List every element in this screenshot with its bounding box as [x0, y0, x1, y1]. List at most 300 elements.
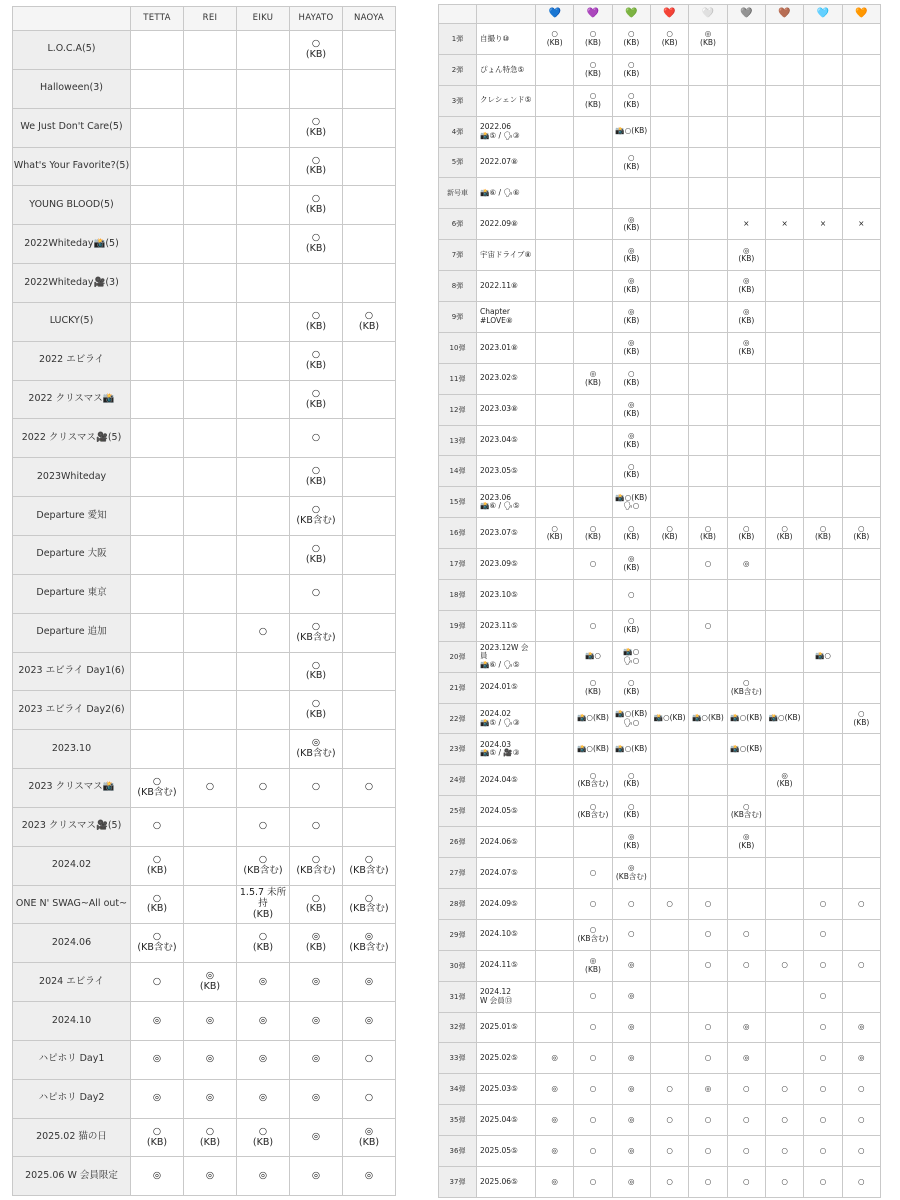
release-number: 8弾: [439, 271, 477, 302]
status-cell: [574, 54, 612, 85]
status-mark: ○: [589, 620, 597, 630]
status-mark: ○: [258, 626, 268, 638]
status-mark: ○ (KB含む): [296, 620, 336, 643]
table-row: [439, 147, 881, 178]
status-mark: ◎ (KB): [305, 931, 327, 954]
status-mark: ○ (KB): [585, 60, 601, 78]
status-cell: [574, 796, 612, 827]
status-cell: [343, 574, 396, 613]
release-label-text: 2023.12W 会員 📸⑥ / 🗣⑤: [480, 642, 529, 670]
table-row: [439, 24, 881, 55]
status-cell: [765, 703, 803, 734]
table-row: [13, 31, 396, 70]
status-cell: [804, 981, 842, 1012]
status-cell: [612, 672, 650, 703]
event-label: We Just Don't Care(5): [13, 108, 131, 147]
status-cell: [612, 549, 650, 580]
release-number: 18弾: [439, 580, 477, 611]
release-label-text: 2024.03 📸⑤ / 🎥③: [480, 739, 520, 758]
status-cell: [727, 394, 765, 425]
status-cell: [804, 734, 842, 765]
status-cell: [765, 332, 803, 363]
release-label: [477, 1043, 536, 1074]
status-mark: ○ (KB): [305, 542, 327, 565]
status-cell: [842, 1166, 880, 1197]
status-cell: [765, 209, 803, 240]
status-cell: [343, 264, 396, 303]
status-cell: [689, 888, 727, 919]
status-mark: ○ (KB): [661, 29, 678, 47]
status-cell: [131, 613, 184, 652]
status-cell: [131, 652, 184, 691]
release-number: 14弾: [439, 456, 477, 487]
status-mark: ◎ (KB): [776, 770, 793, 789]
status-mark: ◎: [205, 1014, 215, 1026]
release-label-text: 自撮り⑩: [480, 33, 510, 43]
status-cell: [184, 186, 237, 225]
status-mark: ◎ (KB): [738, 307, 755, 325]
status-cell: [131, 691, 184, 730]
status-mark: ○ (KB含む): [730, 678, 762, 696]
status-cell: [290, 147, 343, 186]
status-cell: [536, 332, 574, 363]
status-cell: [689, 240, 727, 271]
status-cell: [237, 31, 290, 70]
table-row: [439, 85, 881, 116]
status-cell: [184, 807, 237, 846]
table-row: [439, 209, 881, 240]
release-number: 20弾: [439, 641, 477, 672]
status-cell: [804, 487, 842, 518]
status-cell: [574, 24, 612, 55]
release-label-text: 2024.04⑤: [480, 775, 518, 784]
event-label: 2023Whiteday: [13, 458, 131, 497]
status-mark: ○: [589, 1022, 597, 1032]
status-cell: [612, 394, 650, 425]
release-number: 35弾: [439, 1105, 477, 1136]
status-cell: [842, 641, 880, 672]
status-cell: [727, 147, 765, 178]
status-cell: [131, 574, 184, 613]
member-header-cell: REI: [184, 7, 237, 31]
status-mark: ◎: [311, 1131, 321, 1143]
status-cell: [842, 394, 880, 425]
status-mark: ○: [589, 867, 597, 877]
status-mark: 📸○(KB): [768, 713, 801, 723]
status-mark: ◎: [311, 1053, 321, 1065]
release-label-text: 2024.11⑤: [480, 960, 518, 970]
status-mark: ○ (KB): [305, 698, 327, 721]
status-cell: [804, 610, 842, 641]
table-row: [439, 1136, 881, 1167]
status-cell: [765, 85, 803, 116]
release-number: 16弾: [439, 518, 477, 549]
status-mark: ○ (KB含む): [577, 801, 609, 820]
status-mark: ○ (KB): [700, 523, 716, 542]
status-mark: ◎: [152, 1169, 162, 1181]
status-cell: [290, 769, 343, 808]
status-cell: [804, 1105, 842, 1136]
status-mark: ○: [628, 929, 635, 939]
status-cell: [131, 1118, 184, 1157]
status-cell: [650, 580, 688, 611]
status-mark: ◎: [858, 1053, 865, 1063]
event-label: Departure 東京: [13, 574, 131, 613]
status-mark: 📸○ 🗣○: [623, 647, 640, 665]
status-mark: ◎ (KB): [623, 245, 640, 264]
status-mark: 📸○(KB): [653, 713, 686, 723]
status-cell: [765, 24, 803, 55]
table-row: [13, 846, 396, 885]
status-mark: ◎: [258, 975, 268, 987]
status-mark: ○ (KB): [146, 853, 168, 876]
status-mark: ○ (KB): [146, 892, 168, 915]
status-mark: ○ (KB): [623, 60, 640, 78]
status-cell: [689, 271, 727, 302]
status-mark: ○: [311, 820, 321, 832]
status-mark: ○: [819, 991, 827, 1001]
status-cell: [290, 380, 343, 419]
status-mark: ○: [589, 1176, 597, 1186]
status-cell: [574, 394, 612, 425]
status-cell: [131, 807, 184, 846]
release-number: 11弾: [439, 363, 477, 394]
status-cell: [612, 178, 650, 209]
status-mark: ○: [258, 820, 268, 832]
status-cell: [290, 1040, 343, 1079]
status-cell: [536, 580, 574, 611]
status-cell: [842, 1074, 880, 1105]
status-cell: [727, 54, 765, 85]
heart-header-cell: [765, 5, 803, 24]
status-cell: [650, 827, 688, 858]
status-mark: ◎ (KB): [623, 400, 640, 418]
status-mark: ○ (KB): [252, 931, 274, 954]
status-mark: ○: [858, 1083, 865, 1093]
status-mark: ○ (KB含む): [730, 801, 762, 820]
status-mark: ○: [819, 929, 827, 939]
status-cell: [237, 574, 290, 613]
status-cell: [765, 981, 803, 1012]
status-cell: [184, 1079, 237, 1118]
left-table-header: [13, 7, 396, 31]
status-mark: ◎: [704, 1083, 712, 1093]
status-cell: [842, 85, 880, 116]
status-mark: ○: [743, 929, 750, 939]
release-label-text: 2025.04⑤: [480, 1114, 518, 1124]
status-cell: [842, 363, 880, 394]
table-row: [439, 363, 881, 394]
release-label: [477, 1012, 536, 1043]
release-number: 30弾: [439, 950, 477, 981]
status-cell: [574, 1166, 612, 1197]
release-label-text: 2023.11⑤: [480, 620, 518, 630]
status-cell: [727, 24, 765, 55]
status-mark: ○ (KB): [252, 1125, 274, 1148]
status-cell: [727, 487, 765, 518]
status-cell: [536, 672, 574, 703]
status-cell: [536, 950, 574, 981]
status-mark: ○ (KB): [623, 369, 640, 387]
status-cell: [343, 186, 396, 225]
status-cell: [574, 765, 612, 796]
status-mark: ◎ (KB): [738, 245, 755, 264]
release-number: 10弾: [439, 332, 477, 363]
heart-header-cell: [574, 5, 612, 24]
event-label: Departure 追加: [13, 613, 131, 652]
release-label: [477, 1136, 536, 1167]
status-cell: [612, 703, 650, 734]
status-cell: [804, 456, 842, 487]
status-mark: ◎: [628, 1053, 635, 1063]
status-cell: [689, 487, 727, 518]
status-cell: [290, 225, 343, 264]
status-cell: [574, 981, 612, 1012]
status-cell: [237, 846, 290, 885]
status-cell: [574, 456, 612, 487]
status-cell: [290, 341, 343, 380]
status-mark: ○: [704, 1022, 712, 1032]
status-cell: [612, 950, 650, 981]
status-cell: [842, 672, 880, 703]
status-cell: [689, 796, 727, 827]
status-cell: [343, 535, 396, 574]
release-number: 22弾: [439, 703, 477, 734]
release-label: [477, 178, 536, 209]
status-mark: ○: [589, 898, 597, 908]
status-mark: ◎: [628, 1022, 635, 1032]
status-mark: ○ (KB): [623, 152, 640, 171]
status-cell: [689, 703, 727, 734]
status-cell: [727, 1074, 765, 1105]
status-mark: ◎ (KB含む): [615, 863, 647, 881]
heart-icon: 🤎: [778, 7, 791, 19]
status-cell: [612, 240, 650, 271]
heart-icon: 🩶: [740, 7, 753, 19]
table-row: [439, 703, 881, 734]
release-label: [477, 981, 536, 1012]
table-row: [439, 610, 881, 641]
release-number: 17弾: [439, 549, 477, 580]
release-label: [477, 302, 536, 333]
status-mark: ○: [666, 1114, 673, 1124]
status-mark: ○ (KB): [305, 154, 327, 177]
status-cell: [343, 31, 396, 70]
release-label: [477, 1105, 536, 1136]
status-cell: [804, 363, 842, 394]
status-cell: [689, 302, 727, 333]
status-mark: ◎ (KB): [623, 832, 640, 851]
status-cell: [650, 332, 688, 363]
status-mark: ◎: [258, 1053, 268, 1065]
status-cell: [842, 518, 880, 549]
status-cell: [612, 1074, 650, 1105]
release-label: [477, 641, 536, 672]
member-header-cell: HAYATO: [290, 7, 343, 31]
table-row: [439, 116, 881, 147]
release-label-text: 2023.09⑤: [480, 558, 518, 568]
table-row: [439, 240, 881, 271]
status-mark: 📸○(KB) 🗣○: [615, 708, 648, 727]
table-row: [13, 1118, 396, 1157]
event-label: Halloween(3): [13, 69, 131, 108]
status-cell: [574, 672, 612, 703]
status-mark: ○ (KB): [546, 29, 563, 47]
status-mark: ○: [781, 960, 788, 970]
status-cell: [842, 456, 880, 487]
status-cell: [689, 54, 727, 85]
status-cell: [574, 580, 612, 611]
status-cell: [650, 765, 688, 796]
status-mark: ◎: [258, 1014, 268, 1026]
release-number: 27弾: [439, 858, 477, 889]
status-cell: [343, 1079, 396, 1118]
table-row: [13, 147, 396, 186]
table-row: [13, 225, 396, 264]
status-cell: [612, 610, 650, 641]
release-number: 15弾: [439, 487, 477, 518]
status-cell: [650, 672, 688, 703]
status-mark: ×: [781, 218, 788, 228]
event-label: 2023 クリスマス📸: [13, 769, 131, 808]
table-row: [13, 924, 396, 963]
event-label: 2022 クリスマス📸: [13, 380, 131, 419]
status-cell: [131, 1079, 184, 1118]
status-mark: ○: [858, 1145, 865, 1155]
status-mark: ○ (KB): [585, 91, 601, 109]
status-cell: [804, 1166, 842, 1197]
release-number: 7弾: [439, 240, 477, 271]
status-cell: [184, 264, 237, 303]
release-label: [477, 394, 536, 425]
status-cell: [536, 54, 574, 85]
release-label: [477, 580, 536, 611]
status-cell: [290, 1002, 343, 1041]
status-cell: [765, 487, 803, 518]
table-row: [439, 672, 881, 703]
table-row: [439, 981, 881, 1012]
release-label-text: クレシェンド⑤: [480, 95, 532, 105]
status-cell: [343, 69, 396, 108]
release-label-text: 2022.09⑧: [480, 218, 518, 228]
release-label: [477, 919, 536, 950]
status-cell: [237, 69, 290, 108]
event-label: 2023.10: [13, 730, 131, 769]
status-mark: ○: [311, 781, 321, 793]
table-row: [13, 535, 396, 574]
table-row: [13, 458, 396, 497]
status-cell: [184, 730, 237, 769]
status-cell: [290, 458, 343, 497]
heart-icon: 🩵: [816, 7, 830, 19]
status-cell: [842, 24, 880, 55]
status-cell: [727, 363, 765, 394]
release-label-text: 2024.02 📸⑤ / 🗣③: [480, 708, 520, 727]
status-mark: ◎: [551, 1176, 558, 1186]
status-cell: [131, 885, 184, 924]
status-mark: ○: [781, 1083, 788, 1093]
status-cell: [343, 846, 396, 885]
event-label: ハピホリ Day1: [13, 1040, 131, 1079]
status-mark: ◎ (KB): [585, 369, 601, 387]
status-mark: ○ (KB): [546, 523, 563, 542]
heart-icon: 💚: [625, 7, 638, 19]
table-row: [439, 271, 881, 302]
status-cell: [727, 858, 765, 889]
table-row: [439, 580, 881, 611]
status-cell: [727, 518, 765, 549]
status-cell: [536, 765, 574, 796]
release-label-text: 2022.07⑧: [480, 157, 518, 167]
status-mark: ○: [589, 1145, 597, 1155]
release-number: 34弾: [439, 1074, 477, 1105]
status-cell: [650, 1012, 688, 1043]
release-label: [477, 209, 536, 240]
status-mark: ○: [743, 960, 750, 970]
status-mark: ○: [704, 1053, 712, 1063]
table-row: [13, 380, 396, 419]
table-row: [439, 1012, 881, 1043]
status-mark: ◎: [311, 1092, 321, 1104]
status-cell: [131, 147, 184, 186]
status-cell: [343, 302, 396, 341]
status-mark: ○: [205, 781, 215, 793]
status-cell: [184, 147, 237, 186]
status-cell: [536, 1105, 574, 1136]
status-cell: [131, 31, 184, 70]
status-cell: [689, 1012, 727, 1043]
status-cell: [574, 518, 612, 549]
table-row: [439, 858, 881, 889]
status-cell: [343, 108, 396, 147]
status-cell: [131, 730, 184, 769]
release-label: [477, 425, 536, 456]
status-mark: ◎: [551, 1083, 558, 1093]
status-cell: [574, 271, 612, 302]
status-mark: ○ (KB): [305, 892, 327, 915]
status-mark: ◎: [628, 1145, 635, 1155]
release-label: [477, 888, 536, 919]
status-mark: ◎ (KB): [623, 554, 640, 573]
live-collection-table: [12, 6, 396, 1196]
status-mark: 📸○: [815, 651, 831, 661]
status-cell: [765, 672, 803, 703]
status-cell: [727, 85, 765, 116]
status-cell: [574, 332, 612, 363]
status-mark: ○: [781, 1176, 788, 1186]
heart-header-cell: [536, 5, 574, 24]
event-label: LUCKY(5): [13, 302, 131, 341]
status-cell: [574, 1043, 612, 1074]
status-cell: [842, 147, 880, 178]
status-cell: [574, 703, 612, 734]
status-cell: [689, 580, 727, 611]
status-cell: [842, 209, 880, 240]
status-cell: [842, 919, 880, 950]
status-cell: [131, 924, 184, 963]
status-cell: [804, 394, 842, 425]
release-label: [477, 796, 536, 827]
release-number: 3弾: [439, 85, 477, 116]
table-row: [439, 765, 881, 796]
corner-header-cell: [477, 5, 536, 24]
status-cell: [536, 456, 574, 487]
status-cell: [131, 458, 184, 497]
status-cell: [536, 919, 574, 950]
status-cell: [842, 858, 880, 889]
status-cell: [727, 981, 765, 1012]
member-header-cell: EIKU: [237, 7, 290, 31]
